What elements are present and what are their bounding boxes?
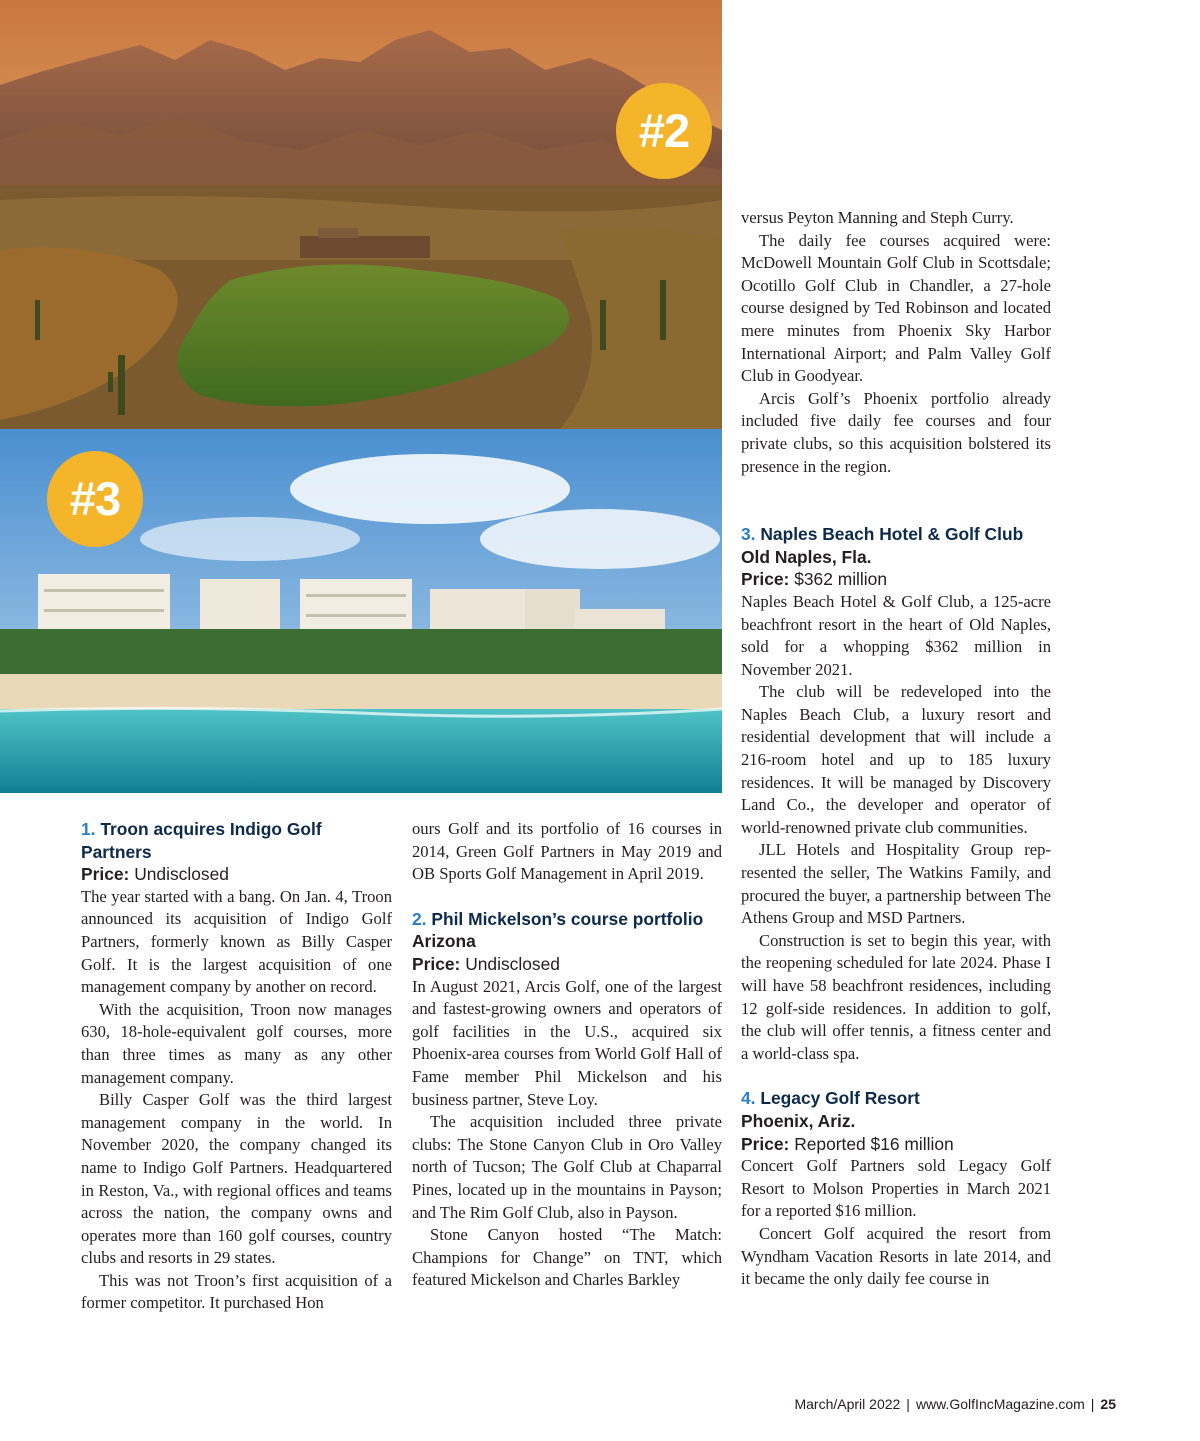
paragraph: Construction is set to begin this year, with the reopening scheduled for late 2024. Phase I will have 58 beachfront residences, including 12 golf-side residences. In addition to golf, the club will offer tennis, a fitness center and a world-class spa. (741, 930, 1051, 1063)
paragraph: Concert Golf Partners sold Legacy Golf Resort to Molson Properties in March 2021 for a reported $16 million. (741, 1156, 1051, 1221)
section-location-4: Phoenix, Ariz. (741, 1110, 856, 1131)
price-line-4: Price: Reported $16 million (741, 1133, 954, 1154)
desert-golf-course-photo (0, 0, 722, 429)
paragraph: The daily fee courses acquired were: McDowell Mountain Golf Club in Scottsdale; Ocotillo Golf Club in Chandler, a 27-hole course designed by Ted Robinson and located mere minutes from Phoenix Sky Harbor International Airport; and Palm Valley Golf Club in Goodyear. (741, 230, 1051, 386)
price-line-3: Price: $362 million (741, 569, 887, 590)
section-heading-1: 1. Troon acquires Indigo Golf Partners (81, 819, 322, 862)
section-location-2: Arizona (412, 931, 476, 952)
paragraph: The club will be redeveloped into the Naples Beach Club, a luxury resort and residential development that will include a 216-room hotel and up to 185 luxury residences. It will be managed by Discovery Land Co., the developer and operator of world-renowned private club communities. (741, 682, 1051, 837)
footer-divider: | (906, 1396, 910, 1412)
footer-site[interactable]: www.GolfIncMagazine.com (915, 1396, 1085, 1412)
article-column-2 (412, 818, 722, 1292)
footer-divider: | (1090, 1396, 1095, 1412)
paragraph: The acquisition included three private clubs: The Stone Canyon Club in Oro Valley north of Tucson; The Golf Club at Chaparral Pines, located up in the mountains in Payson; and The Rim Golf Club, also in Payson. (412, 1112, 722, 1222)
section-heading-4: 4. Legacy Golf Resort (741, 1088, 920, 1109)
paragraph: Naples Beach Hotel & Golf Club, a 125-acre beachfront resort in the heart of Old Naples, sold for a whopping $362 million in November 2021. (741, 591, 1051, 679)
paragraph: This was not Troon’s first acquisition of a former competitor. It purchased Hon (81, 1270, 392, 1313)
section-location-3: Old Naples, Fla. (741, 546, 872, 567)
paragraph: In August 2021, Arcis Golf, one of the largest and fastest-growing owners and operators of golf facilities in the U.S., acquired six Phoenix-area courses from World Golf Hall of Fame member Phil Mickelson and his business partner, Steve Loy. (412, 976, 722, 1109)
paragraph: Concert Golf acquired the resort from Wyndham Vacation Resorts in late 2014, and it became the only daily fee course in (741, 1223, 1051, 1289)
paragraph: JLL Hotels and Hospitality Group represented the seller, The Watkins Family, and procured the buyer, a partnership between The Athens Group and MSD Partners. (741, 840, 1051, 928)
paragraph: versus Peyton Manning and Steph Curry. (741, 208, 1014, 227)
paragraph: The year started with a bang. On Jan. 4, Troon announced its acquisition of Indigo Golf Partners, formerly known as Billy Casper Golf. It is the largest acquisition of one management company by another on record. (81, 886, 392, 997)
section-heading-3: 3. Naples Beach Hotel & Golf Club (741, 524, 1024, 545)
paragraph: Stone Canyon hosted “The Match: Champions for Change” on TNT, which featured Mickelson and Charles Barkley (412, 1225, 722, 1290)
article-column-1 (81, 818, 392, 1315)
paragraph: Arcis Golf’s Phoenix portfolio already included five daily fee courses and four private clubs, so this acquisition bolstered its presence in the region. (741, 388, 1051, 476)
rank-badge-3: #3 (47, 451, 143, 547)
price-line-2: Price: Undisclosed (412, 953, 560, 974)
price-line-1: Price: Undisclosed (81, 864, 229, 885)
section-heading-2: 2. Phil Mickelson’s course portfolio (412, 908, 704, 929)
paragraph: Billy Casper Golf was the third largest management company in the world. In November 2020, the company changed its name to Indigo Golf Partners. Headquartered in Reston, Va., with regional offices and teams across the nation, the company owns and operates more than 160 golf courses, country clubs and resorts in 29 states. (81, 1090, 392, 1268)
page-footer (760, 1396, 1116, 1412)
paragraph: ours Golf and its portfolio of 16 courses in 2014, Green Golf Partners in May 2019 and OB Sports Golf Management in April 2019. (412, 819, 722, 884)
footer-issue: March/April 2022 (794, 1396, 901, 1412)
rank-badge-2: #2 (616, 83, 712, 179)
page-number: 25 (1100, 1396, 1116, 1412)
article-column-3 (741, 207, 1051, 1291)
paragraph: With the acquisition, Troon now manages 630, 18-hole-equivalent golf courses, more than three times as many as any other management company. (81, 999, 392, 1087)
